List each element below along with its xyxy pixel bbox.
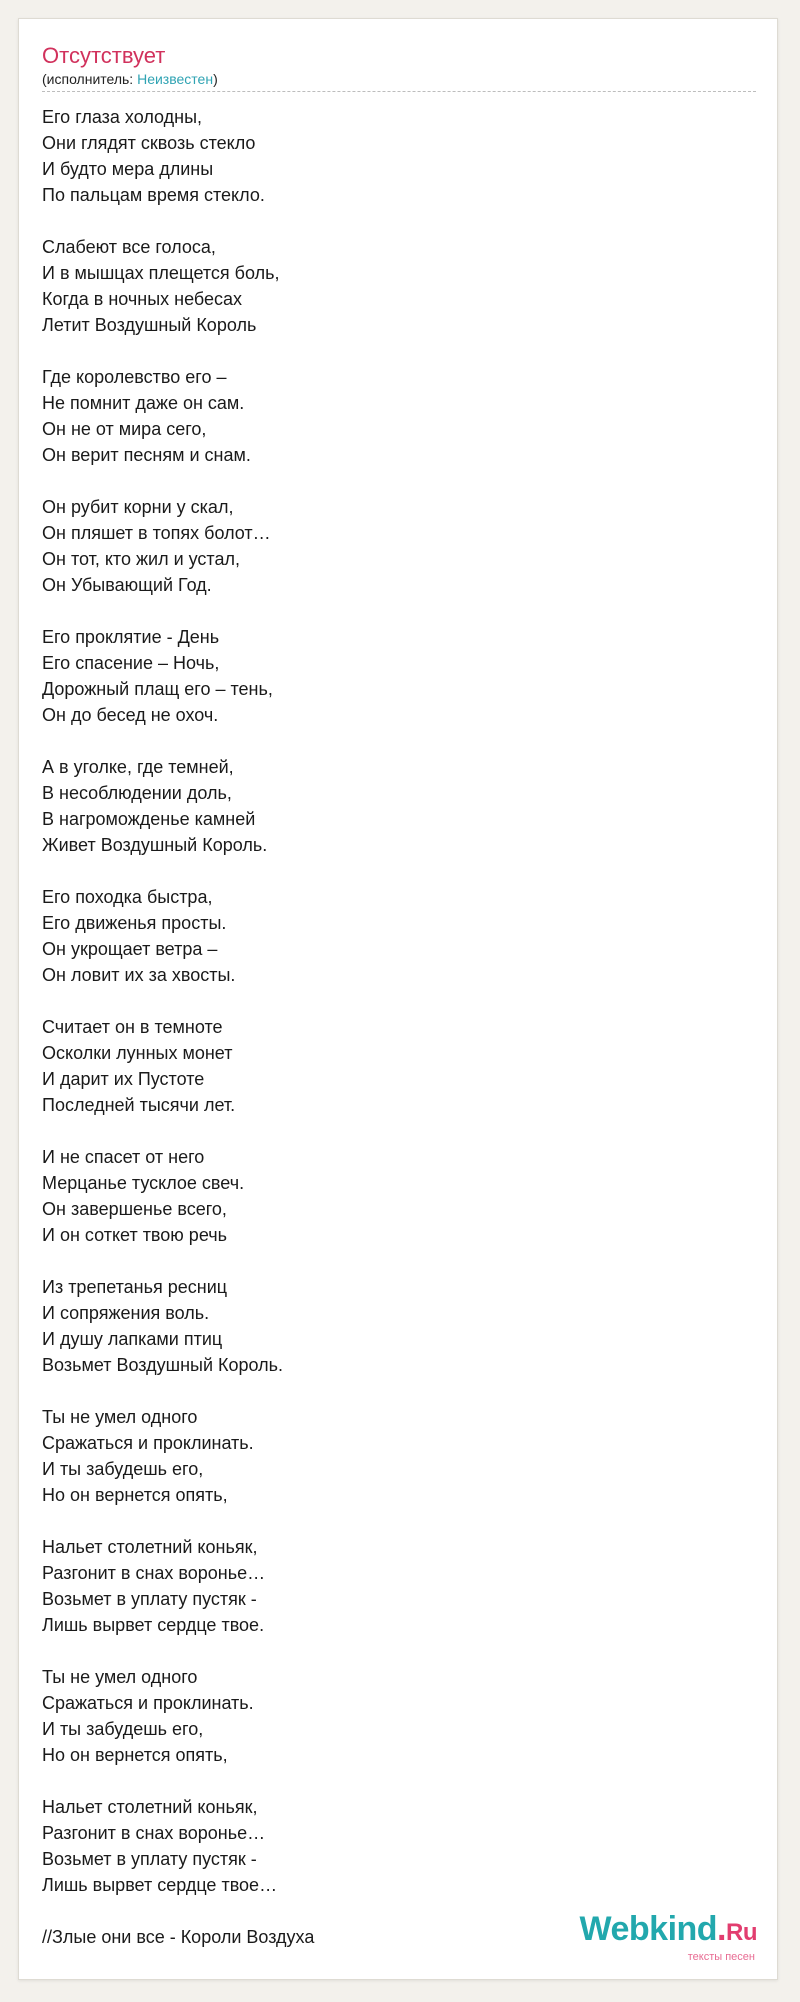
lyric-line: Последней тысячи лет. xyxy=(42,1095,236,1115)
lyric-line: Возьмет в уплату пустяк - xyxy=(42,1849,257,1869)
lyric-line: А в уголке, где темней, xyxy=(42,757,234,777)
lyric-line: В несоблюдении доль, xyxy=(42,783,232,803)
lyric-line: И в мышцах плещется боль, xyxy=(42,263,280,283)
lyric-line: Он рубит корни у скал, xyxy=(42,497,234,517)
lyric-line: И не спасет от него xyxy=(42,1147,205,1167)
lyrics-stanza xyxy=(42,1144,742,1248)
lyric-line: И ты забудешь его, xyxy=(42,1719,204,1739)
lyric-line: Его проклятие - День xyxy=(42,627,220,647)
artist-prefix: (исполнитель: xyxy=(42,71,138,87)
lyric-line: И дарит их Пустоте xyxy=(42,1069,205,1089)
lyric-line: Он тот, кто жил и устал, xyxy=(42,549,240,569)
lyric-line: Его глаза холодны, xyxy=(42,107,203,127)
artist-line xyxy=(42,70,756,88)
lyric-line: И душу лапками птиц xyxy=(42,1329,223,1349)
lyric-line: В нагроможденье камней xyxy=(42,809,256,829)
lyric-line: Летит Воздушный Король xyxy=(42,315,257,335)
lyrics-stanza xyxy=(42,1014,742,1118)
logo-tagline: тексты песен xyxy=(687,1951,755,1963)
lyric-line: Слабеют все голоса, xyxy=(42,237,216,257)
lyrics-stanza xyxy=(42,624,742,728)
lyric-line: Живет Воздушный Король. xyxy=(42,835,268,855)
logo-tld: Ru xyxy=(726,1919,757,1946)
lyric-line: Разгонит в снах воронье… xyxy=(42,1563,266,1583)
logo-wordmark xyxy=(557,1911,757,1951)
logo-dot: . xyxy=(717,1910,726,1948)
lyric-line: Осколки лунных монет xyxy=(42,1043,233,1063)
lyric-line: Возьмет Воздушный Король. xyxy=(42,1355,284,1375)
lyric-line: И сопряжения воль. xyxy=(42,1303,210,1323)
lyric-line: Лишь вырвет сердце твое… xyxy=(42,1875,278,1895)
lyric-line: Ты не умел одного xyxy=(42,1407,198,1427)
lyric-line: Он Убывающий Год. xyxy=(42,575,212,595)
lyric-line: Его спасение – Ночь, xyxy=(42,653,220,673)
lyric-line: По пальцам время стекло. xyxy=(42,185,265,205)
lyrics-stanza xyxy=(42,1274,742,1378)
lyrics-card xyxy=(18,18,778,1980)
lyric-line: Они глядят сквозь стекло xyxy=(42,133,256,153)
lyric-line: Он не от мира сего, xyxy=(42,419,207,439)
lyric-line: Нальет столетний коньяк, xyxy=(42,1537,258,1557)
logo-word: Webkind xyxy=(579,1910,718,1948)
lyrics-stanza xyxy=(42,234,742,338)
lyric-line: Из трепетанья ресниц xyxy=(42,1277,228,1297)
lyric-line: Его походка быстра, xyxy=(42,887,213,907)
lyric-line: Разгонит в снах воронье… xyxy=(42,1823,266,1843)
lyric-line: Лишь вырвет сердце твое. xyxy=(42,1615,265,1635)
artist-link[interactable]: Неизвестен xyxy=(137,71,214,87)
lyrics-stanza xyxy=(42,1404,742,1508)
lyric-line: Сражаться и проклинать. xyxy=(42,1693,254,1713)
lyric-line: Он до бесед не охоч. xyxy=(42,705,219,725)
lyrics-stanza xyxy=(42,754,742,858)
lyrics-stanza xyxy=(42,104,742,208)
artist-suffix: ) xyxy=(213,71,218,87)
lyrics-stanza xyxy=(42,494,742,598)
lyric-line: И ты забудешь его, xyxy=(42,1459,204,1479)
lyrics-body xyxy=(42,104,742,1950)
lyric-line: Он пляшет в топях болот… xyxy=(42,523,271,543)
song-header xyxy=(42,42,756,92)
lyric-line: Не помнит даже он сам. xyxy=(42,393,245,413)
lyric-line: Он укрощает ветра – xyxy=(42,939,218,959)
lyric-line: Он ловит их за хвосты. xyxy=(42,965,236,985)
lyric-line: Возьмет в уплату пустяк - xyxy=(42,1589,257,1609)
lyric-line: Когда в ночных небесах xyxy=(42,289,243,309)
lyric-line: Нальет столетний коньяк, xyxy=(42,1797,258,1817)
lyric-line: Он верит песням и снам. xyxy=(42,445,251,465)
lyrics-stanza xyxy=(42,1534,742,1638)
lyric-line: И он соткет твою речь xyxy=(42,1225,227,1245)
lyric-line: Дорожный плащ его – тень, xyxy=(42,679,273,699)
lyric-line: Его движенья просты. xyxy=(42,913,227,933)
lyrics-stanza xyxy=(42,364,742,468)
site-logo[interactable] xyxy=(557,1911,757,1961)
lyric-line: Мерцанье тусклое свеч. xyxy=(42,1173,245,1193)
lyric-line: Но он вернется опять, xyxy=(42,1745,228,1765)
lyric-line: Считает он в темноте xyxy=(42,1017,223,1037)
lyrics-stanza xyxy=(42,1664,742,1768)
lyrics-stanza xyxy=(42,884,742,988)
lyrics-stanza xyxy=(42,1794,742,1898)
lyric-line: Где королевство его – xyxy=(42,367,227,387)
lyric-line: Сражаться и проклинать. xyxy=(42,1433,254,1453)
lyric-line: И будто мера длины xyxy=(42,159,214,179)
song-title: Отсутствует xyxy=(42,43,166,68)
lyric-line: Ты не умел одного xyxy=(42,1667,198,1687)
lyric-line: Но он вернется опять, xyxy=(42,1485,228,1505)
lyric-line: Он завершенье всего, xyxy=(42,1199,227,1219)
lyrics-footer-note: //Злые они все - Короли Воздуха xyxy=(42,1927,315,1947)
